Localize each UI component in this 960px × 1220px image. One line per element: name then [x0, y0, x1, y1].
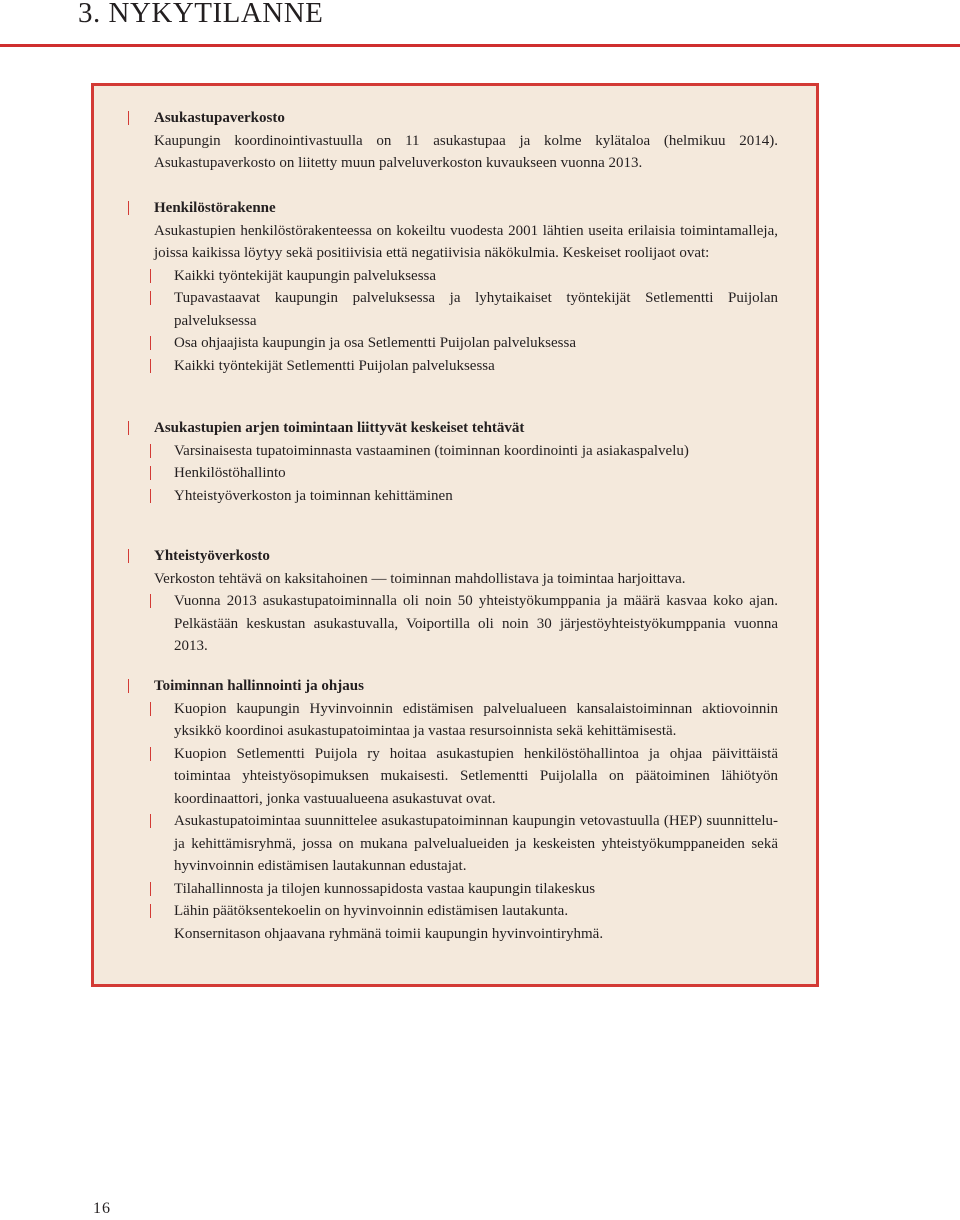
content-box	[91, 83, 819, 987]
list-bullet-bar	[150, 594, 151, 608]
trailing-text: Konsernitason ohjaavana ryhmänä toimii kaupungin hyvinvointiryhmä.	[174, 925, 604, 942]
list-bullet-bar	[150, 904, 151, 918]
heading-divider	[0, 44, 960, 47]
list-item	[174, 810, 778, 878]
section-bullet-bar	[128, 679, 129, 693]
page-title: 3. NYKYTILANNE	[78, 0, 324, 29]
list-item	[174, 900, 778, 923]
list-bullet-bar	[150, 882, 151, 896]
list-item-text: Osa ohjaajista kaupungin ja osa Setlementti Puijolan palveluksessa	[174, 335, 577, 351]
section-hallinnointi-ohjaus	[128, 675, 778, 945]
list-item	[174, 878, 778, 901]
list-item	[174, 743, 778, 811]
list-bullet-bar	[150, 747, 151, 761]
list-item-text: Kaikki työntekijät kaupungin palveluksessa	[174, 267, 437, 284]
list-item-text: Yhteistyöverkoston ja toiminnan kehittäminen	[174, 487, 453, 504]
section-text: Kaupungin koordinointivastuulla on 11 asukastupaa ja kolme kylätaloa (helmikuu 2014). Asukastupaverkosto on liitetty muun palveluverkoston kuvaukseen vuonna 2013.	[154, 132, 778, 171]
list-item-text: Kaikki työntekijät Setlementti Puijolan palveluksessa	[174, 357, 495, 374]
list-item	[174, 265, 778, 288]
list-item	[174, 440, 778, 463]
list-bullet-bar	[150, 702, 151, 716]
list-bullet-bar	[150, 444, 151, 458]
list-item	[174, 287, 778, 332]
section-text: Verkoston tehtävä on kaksitahoinen — toiminnan mahdollistava ja toimintaa harjoittava.	[154, 570, 686, 587]
section-yhteistyoverkosto	[128, 545, 778, 658]
list-item-text: Kuopion Setlementti Puijola ry hoitaa asukastupien henkilöstöhallintoa ja ohjaa päivittäistä toimintaa yhteistyösopimuksen mukaisesti. Setlementti Puijolalla on päätoiminen lähiötyön koordinaattori, jonka vastuualueena asukastuvat ovat.	[174, 745, 778, 807]
list-item	[174, 590, 778, 658]
list-bullet-bar	[150, 359, 151, 373]
list-item-text: Tilahallinnosta ja tilojen kunnossapidosta vastaa kaupungin tilakeskus	[174, 880, 596, 897]
section-title: Asukastupaverkosto	[154, 110, 285, 126]
list-item-text: Henkilöstöhallinto	[174, 465, 286, 481]
list-item-text: Kuopion kaupungin Hyvinvoinnin edistämisen palvelualueen kansalaistoiminnan aktiovoinnin yksikkö koordinoi asukastupatoimintaa ja vastaa resursoinnista sekä kehittämisestä.	[174, 700, 778, 739]
section-title: Asukastupien arjen toimintaan liittyvät keskeiset tehtävät	[154, 420, 525, 436]
section-title: Yhteistyöverkosto	[154, 548, 270, 564]
list-item	[174, 355, 778, 378]
list-item-text: Tupavastaavat kaupungin palveluksessa ja lyhytaikaiset työntekijät Setlementti Puijolan palveluksessa	[174, 290, 778, 329]
list-item	[174, 698, 778, 743]
list-bullet-bar	[150, 489, 151, 503]
section-henkilostorakenne	[128, 197, 778, 377]
list-bullet-bar	[150, 336, 151, 350]
list-item-text: Asukastupatoimintaa suunnittelee asukastupatoiminnan kaupungin vetovastuulla (HEP) suunnittelu- ja kehittämisryhmä, jossa on mukana palvelualueiden ja keskeisten yhteistyökumppaneiden sekä hyvinvoinnin edistämisen lautakunnan edustajat.	[174, 813, 778, 874]
list-item	[174, 462, 778, 485]
section-bullet-bar	[128, 421, 129, 435]
list-item	[174, 332, 778, 355]
section-bullet-bar	[128, 549, 129, 563]
section-bullet-bar	[128, 201, 129, 215]
list-item-text: Varsinaisesta tupatoiminnasta vastaaminen (toiminnan koordinointi ja asiakaspalvelu)	[174, 442, 689, 459]
section-title: Henkilöstörakenne	[154, 200, 276, 216]
section-text: Asukastupien henkilöstörakenteessa on kokeiltu vuodesta 2001 lähtien useita erilaisia toimintamalleja, joissa kaikissa löytyy sekä positiivisia että negatiivisia näkökulmia. Keskeiset roolijaot ovat:	[154, 222, 778, 261]
section-arjen-tehtavat	[128, 417, 778, 507]
list-item	[174, 485, 778, 508]
list-bullet-bar	[150, 269, 151, 283]
list-bullet-bar	[150, 814, 151, 828]
section-asukastupaverkosto	[128, 107, 778, 175]
section-title: Toiminnan hallinnointi ja ohjaus	[154, 678, 364, 694]
list-bullet-bar	[150, 291, 151, 305]
list-bullet-bar	[150, 466, 151, 480]
list-item-text: Vuonna 2013 asukastupatoiminnalla oli noin 50 yhteistyökumppania ja määrä kasvaa koko ajan. Pelkästään keskustan asukastuvalla, Voiportilla oli noin 30 järjestöyhteistyökumppania vuonna 2013.	[174, 593, 778, 654]
page-number: 16	[93, 1200, 111, 1217]
section-bullet-bar	[128, 111, 129, 125]
list-item-text: Lähin päätöksentekoelin on hyvinvoinnin edistämisen lautakunta.	[174, 903, 569, 919]
